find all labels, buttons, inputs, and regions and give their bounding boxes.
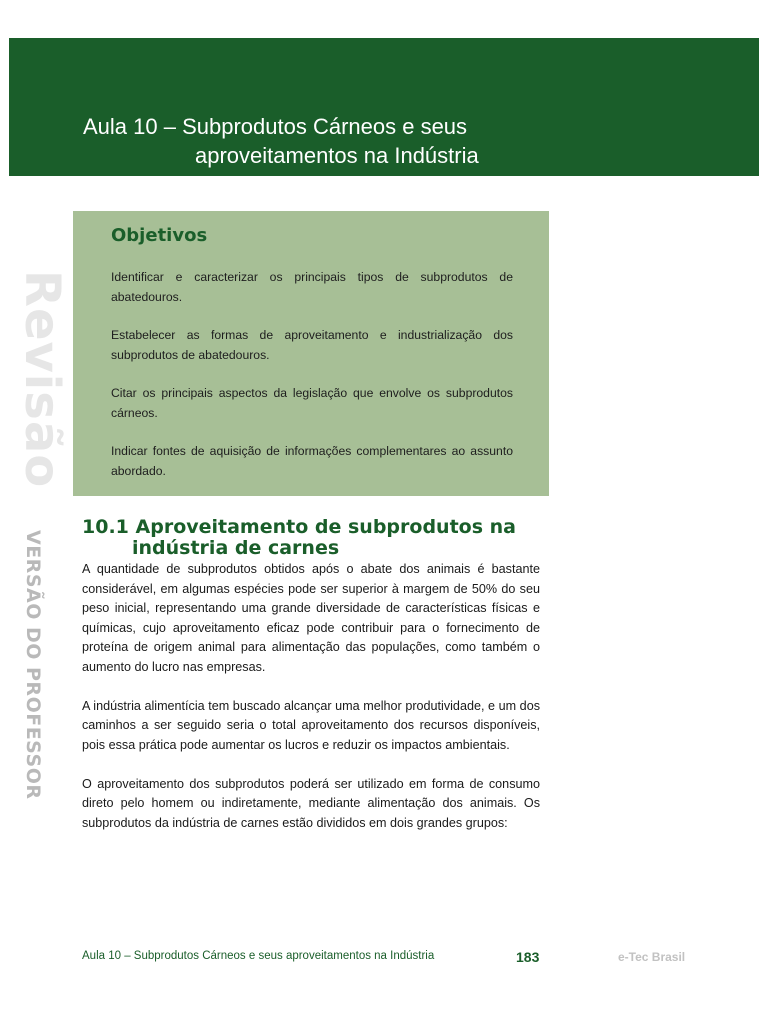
body-paragraph: A quantidade de subprodutos obtidos após o abate dos animais é bastante considerável, em algumas espécies pode ser superior à margem de 50% do seu peso inicial, representando uma grande diversidade de características físicas e químicas, cujo aproveitamento eficaz pode contribuir para o fornecimento de proteína de origem animal para alimentação das populações, como também o aumento do lucro nas empresas. [82,562,540,674]
footer-running-title: Aula 10 – Subprodutos Cárneos e seus aproveitamentos na Indústria [82,950,435,962]
section-title-line1: Aproveitamento de subprodutos na [135,516,516,538]
section-body [82,560,540,853]
body-paragraph: A indústria alimentícia tem buscado alcançar uma melhor produtividade, e um dos caminhos a ser seguido seria o total aproveitamento dos recursos disponíveis, pois essa prática pode aumentar os lucros e reduzir os impactos ambientais. [82,698,540,752]
objective-item: Estabelecer as formas de aproveitamento e industrialização dos subprodutos de abatedouros. [111,328,513,362]
section-number: 10.1 [82,516,129,538]
objective-item: Citar os principais aspectos da legislação que envolve os subprodutos cárneos. [111,386,513,420]
footer-brand: e-Tec Brasil [618,950,686,964]
objectives-title: Objetivos [111,225,208,246]
objectives-box [73,211,549,496]
watermark-main: Revisão [14,270,70,489]
lesson-title-line2: aproveitamentos na Indústria [195,143,479,168]
section-title-line2: indústria de carnes [132,537,340,559]
objective-item: Identificar e caracterizar os principais tipos de subprodutos de abatedouros. [111,270,513,304]
objectives-list [111,268,513,500]
objective-item: Indicar fontes de aquisição de informações complementares ao assunto abordado. [111,444,513,478]
lesson-title [83,112,683,170]
body-paragraph: O aproveitamento dos subprodutos poderá ser utilizado em forma de consumo direto pelo homem ou indiretamente, mediante alimentação dos animais. Os subprodutos da indústria de carnes estão divididos em dois grandes grupos: [82,776,540,830]
section-heading [82,517,552,559]
watermark [4,270,74,800]
lesson-title-line1: Aula 10 – Subprodutos Cárneos e seus [83,114,468,139]
watermark-sub: VERSÃO DO PROFESSOR [22,530,44,800]
footer-page-number: 183 [516,949,540,965]
